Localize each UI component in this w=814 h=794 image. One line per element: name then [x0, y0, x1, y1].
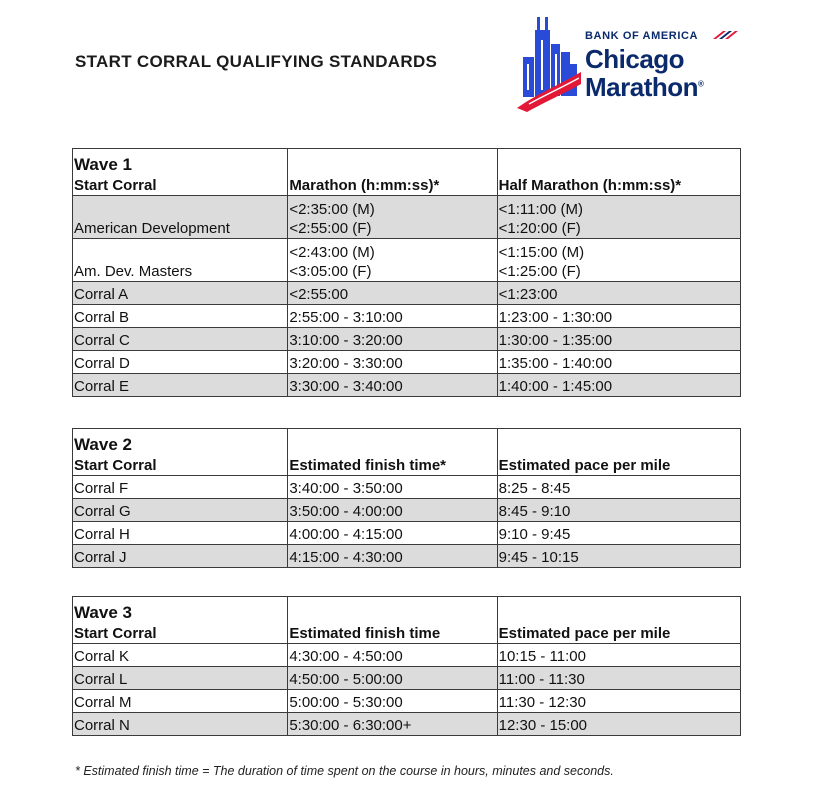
wave-1-table — [72, 148, 741, 397]
wave-1-col-marathon: Marathon (h:mm:ss)* — [289, 177, 440, 194]
pace-per-mile: 12:30 - 15:00 — [497, 713, 740, 736]
wave-2-title: Wave 2 — [74, 435, 132, 454]
footnote: * Estimated finish time = The duration of time spent on the course in hours, minutes and seconds. — [75, 764, 614, 778]
finish-time: 4:00:00 - 4:15:00 — [288, 522, 497, 545]
corral-name: American Development — [73, 196, 288, 239]
corral-name: Corral M — [73, 690, 288, 713]
half-standard: <1:23:00 — [497, 282, 740, 305]
logo-marathon — [585, 72, 703, 103]
wave-1-header-marathon — [288, 149, 497, 196]
wave-2-header-row — [73, 429, 741, 476]
table-row — [73, 305, 741, 328]
wave-2-header-corral — [73, 429, 288, 476]
half-standard-men: <1:11:00 (M) — [498, 201, 583, 218]
wave-2-col-pace: Estimated pace per mile — [498, 457, 671, 474]
wave-2-header-finish — [288, 429, 497, 476]
finish-time: 4:15:00 - 4:30:00 — [288, 545, 497, 568]
corral-name: Corral E — [73, 374, 288, 397]
table-row — [73, 713, 741, 736]
half-standard — [497, 239, 740, 282]
corral-name: Corral D — [73, 351, 288, 374]
corral-name: Corral H — [73, 522, 288, 545]
table-row — [73, 239, 741, 282]
wave-1-col-start-corral: Start Corral — [74, 177, 157, 194]
wave-3-col-finish-time: Estimated finish time — [289, 625, 441, 642]
table-row — [73, 196, 741, 239]
wave-1-col-half-marathon: Half Marathon (h:mm:ss)* — [498, 177, 682, 194]
finish-time: 4:30:00 - 4:50:00 — [288, 644, 497, 667]
wave-3-table — [72, 596, 741, 736]
half-standard-women: <1:25:00 (F) — [498, 263, 581, 280]
corral-name: Corral N — [73, 713, 288, 736]
logo-chicago: Chicago — [585, 44, 685, 74]
half-standard: 1:30:00 - 1:35:00 — [497, 328, 740, 351]
finish-time: 3:40:00 - 3:50:00 — [288, 476, 497, 499]
wave-2-table — [72, 428, 741, 568]
marathon-standard: 3:20:00 - 3:30:00 — [288, 351, 497, 374]
marathon-standard-men: <2:43:00 (M) — [289, 244, 375, 261]
wave-2-col-finish-time: Estimated finish time* — [289, 457, 447, 474]
finish-time: 5:30:00 - 6:30:00+ — [288, 713, 497, 736]
table-row — [73, 351, 741, 374]
corral-name: Corral C — [73, 328, 288, 351]
half-standard: 1:35:00 - 1:40:00 — [497, 351, 740, 374]
corral-name: Corral G — [73, 499, 288, 522]
wave-1-title: Wave 1 — [74, 155, 132, 174]
skyline-road-icon — [515, 12, 583, 112]
wave-1-header-corral — [73, 149, 288, 196]
corral-name: Corral K — [73, 644, 288, 667]
table-row — [73, 667, 741, 690]
corral-name: Am. Dev. Masters — [73, 239, 288, 282]
logo-marathon-text: Marathon — [585, 72, 698, 102]
wave-3-title: Wave 3 — [74, 603, 132, 622]
half-standard-men: <1:15:00 (M) — [498, 244, 585, 261]
marathon-standard: 2:55:00 - 3:10:00 — [288, 305, 497, 328]
finish-time: 3:50:00 - 4:00:00 — [288, 499, 497, 522]
half-standard-women: <1:20:00 (F) — [498, 220, 581, 237]
bank-flag-icon — [711, 29, 739, 41]
wave-3-header-row — [73, 597, 741, 644]
marathon-standard — [288, 239, 497, 282]
wave-2-col-start-corral: Start Corral — [74, 457, 157, 474]
marathon-standard: <2:55:00 — [288, 282, 497, 305]
corral-name: Corral F — [73, 476, 288, 499]
pace-per-mile: 11:30 - 12:30 — [497, 690, 740, 713]
wave-1-header-row — [73, 149, 741, 196]
wave-3-header-finish — [288, 597, 497, 644]
pace-per-mile: 9:45 - 10:15 — [497, 545, 740, 568]
chicago-marathon-logo — [515, 12, 745, 112]
finish-time: 4:50:00 - 5:00:00 — [288, 667, 497, 690]
wave-2-header-pace — [497, 429, 740, 476]
marathon-standard-men: <2:35:00 (M) — [289, 201, 375, 218]
half-standard: 1:40:00 - 1:45:00 — [497, 374, 740, 397]
marathon-standard-women: <3:05:00 (F) — [289, 263, 372, 280]
table-row — [73, 476, 741, 499]
table-row — [73, 522, 741, 545]
wave-3-col-pace: Estimated pace per mile — [498, 625, 671, 642]
pace-per-mile: 10:15 - 11:00 — [497, 644, 740, 667]
marathon-standard-women: <2:55:00 (F) — [289, 220, 372, 237]
page-title: START CORRAL QUALIFYING STANDARDS — [75, 52, 438, 71]
wave-3-header-pace — [497, 597, 740, 644]
table-row — [73, 328, 741, 351]
table-row — [73, 374, 741, 397]
logo-registered-mark: ® — [698, 79, 704, 89]
half-standard — [497, 196, 740, 239]
table-row — [73, 690, 741, 713]
pace-per-mile: 8:25 - 8:45 — [497, 476, 740, 499]
half-standard: 1:23:00 - 1:30:00 — [497, 305, 740, 328]
table-row — [73, 545, 741, 568]
pace-per-mile: 9:10 - 9:45 — [497, 522, 740, 545]
wave-3-col-start-corral: Start Corral — [74, 625, 157, 642]
marathon-standard — [288, 196, 497, 239]
wave-1-header-half — [497, 149, 740, 196]
marathon-standard: 3:10:00 - 3:20:00 — [288, 328, 497, 351]
finish-time: 5:00:00 - 5:30:00 — [288, 690, 497, 713]
pace-per-mile: 8:45 - 9:10 — [497, 499, 740, 522]
logo-bank-name: BANK OF AMERICA — [585, 30, 699, 42]
table-row — [73, 644, 741, 667]
corral-name: Corral J — [73, 545, 288, 568]
corral-name: Corral B — [73, 305, 288, 328]
table-row — [73, 282, 741, 305]
pace-per-mile: 11:00 - 11:30 — [497, 667, 740, 690]
marathon-standard: 3:30:00 - 3:40:00 — [288, 374, 497, 397]
wave-3-header-corral — [73, 597, 288, 644]
corral-name: Corral A — [73, 282, 288, 305]
table-row — [73, 499, 741, 522]
corral-name: Corral L — [73, 667, 288, 690]
